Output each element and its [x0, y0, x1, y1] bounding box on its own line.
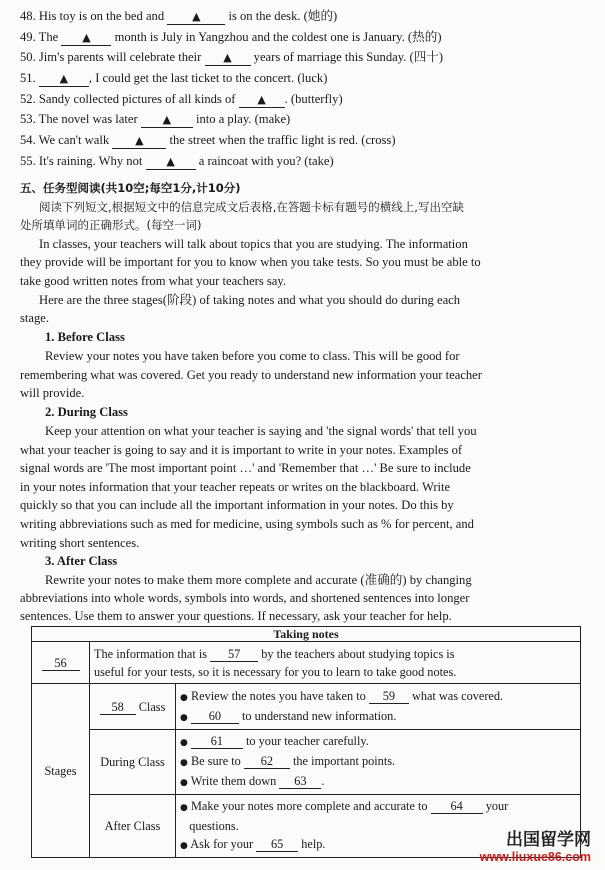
table-title: Taking notes	[32, 627, 581, 642]
subheading-during-class: 2. During Class	[45, 405, 128, 419]
paragraph-line: stage.	[20, 311, 50, 325]
question-50: 50. Jim's parents will celebrate their ▲ years of marriage this Sunday. (四十)	[20, 50, 444, 64]
answer-blank[interactable]: 62	[244, 754, 290, 769]
answer-blank[interactable]: ▲	[112, 133, 166, 149]
bullet-icon: ●	[180, 692, 188, 703]
subheading-before-class: 1. Before Class	[45, 330, 125, 344]
answer-blank[interactable]: ▲	[61, 30, 111, 46]
bullet-icon: ●	[180, 803, 188, 813]
after-class-label: After Class	[90, 795, 176, 858]
answer-blank[interactable]: ▲	[141, 112, 193, 128]
question-53: 53. The novel was later ▲ into a play. (make)	[20, 112, 291, 126]
paragraph-line: they provide will be important for you to know when you take tests. So you must be able to	[20, 255, 481, 269]
question-55: 55. It's raining. Why not ▲ a raincoat with you? (take)	[20, 154, 334, 168]
watermark-url: www.liuxue86.com	[479, 850, 591, 864]
after-class-notes: ● Make your notes more complete and accurate to 64 your questions. ● Ask for your 65 help.	[176, 795, 581, 858]
instructions-line-2: 处所填单词的正确形式。(每空一词)	[20, 218, 202, 232]
instructions-line-1: 阅读下列短文,根据短文中的信息完成文后表格,在答题卡标有题号的横线上,写出空缺	[39, 200, 464, 214]
bullet-icon: ●	[180, 758, 188, 768]
answer-blank[interactable]: 58	[100, 700, 136, 715]
site-watermark	[480, 825, 591, 864]
paragraph-line: Review your notes you have taken before you come to class. This will be good for	[45, 349, 460, 363]
before-class-label: 58 Class	[90, 684, 176, 730]
answer-blank[interactable]: ▲	[146, 154, 196, 170]
answer-blank[interactable]: ▲	[239, 92, 285, 108]
paragraph-line: remembering what was covered. Get you ready to understand new information your teacher	[20, 368, 482, 382]
paragraph-line: what your teacher is going to say and it is important to write in your notes. Examples of	[20, 443, 463, 457]
table-cell-56	[32, 642, 90, 684]
answer-blank[interactable]: 56	[42, 656, 80, 671]
paragraph-line: take good written notes from what your teachers say.	[20, 274, 287, 288]
answer-blank[interactable]: 65	[256, 837, 298, 852]
bullet-icon: ●	[180, 841, 188, 851]
paragraph-line: in your notes information that your teacher repeats or writes on the blackboard. Write	[20, 480, 451, 494]
paragraph-line: signal words are 'The most important point …' and 'Remember that …' Be sure to include	[20, 461, 471, 475]
paragraph-line: Here are the three stages(阶段) of taking notes and what you should do during each	[39, 293, 461, 307]
stages-label: Stages	[32, 684, 90, 858]
bullet-icon: ●	[180, 712, 188, 723]
question-49: 49. The ▲ month is July in Yangzhou and the coldest one is January. (热的)	[20, 30, 442, 44]
section-heading: 五、任务型阅读(共10空;每空1分,计10分)	[20, 181, 241, 195]
watermark-title: 出国留学网	[506, 830, 591, 850]
answer-blank[interactable]: 64	[431, 799, 483, 814]
table-cell-intro: The information that is 57 by the teachers about studying topics is useful for your tests, so it is necessary for you to learn to take good notes.	[90, 642, 581, 684]
during-class-notes: ● 61 to your teacher carefully. ● Be sure to 62 the important points. ● Write them down 63 .	[176, 730, 581, 795]
bullet-icon: ●	[180, 738, 188, 748]
question-48: 48. His toy is on the bed and ▲ is on the desk. (她的)	[20, 9, 338, 23]
paragraph-line: quickly so that you can include all the important information in your notes. Do this by	[20, 498, 454, 512]
answer-blank[interactable]: 60	[191, 709, 239, 724]
paragraph-line: writing short sentences.	[20, 536, 140, 550]
question-52: 52. Sandy collected pictures of all kinds of ▲ . (butterfly)	[20, 92, 343, 106]
answer-blank[interactable]: ▲	[205, 50, 251, 66]
paragraph-line: Rewrite your notes to make them more complete and accurate (准确的) by changing	[45, 573, 472, 587]
bullet-icon: ●	[180, 778, 188, 788]
question-54: 54. We can't walk ▲ the street when the traffic light is red. (cross)	[20, 133, 396, 147]
paragraph-line: Keep your attention on what your teacher is saying and 'the signal words' that tell you	[45, 424, 477, 438]
before-class-notes: ● Review the notes you have taken to 59 what was covered. ● 60 to understand new information.	[176, 684, 581, 730]
paragraph-line: writing abbreviations such as med for medicine, using symbols such as % for percent, and	[20, 517, 474, 531]
paragraph-line: will provide.	[20, 386, 85, 400]
paragraph-line: In classes, your teachers will talk about topics that you are studying. The information	[39, 237, 468, 251]
paragraph-line: abbreviations into whole words, symbols into words, and shortened sentences into longer	[20, 591, 470, 605]
answer-blank[interactable]: ▲	[167, 9, 225, 25]
answer-blank[interactable]: 63	[279, 774, 321, 789]
paragraph-line: sentences. Use them to answer your questions. If necessary, ask your teacher for help.	[20, 609, 452, 623]
subheading-after-class: 3. After Class	[45, 554, 118, 568]
answer-blank[interactable]: 61	[191, 734, 243, 749]
answer-blank[interactable]: 59	[369, 689, 409, 704]
during-class-label: During Class	[90, 730, 176, 795]
answer-blank[interactable]: 57	[210, 647, 258, 662]
question-51: 51. ▲ , I could get the last ticket to the concert. (luck)	[20, 71, 328, 85]
answer-blank[interactable]: ▲	[39, 71, 89, 87]
taking-notes-table	[31, 626, 581, 858]
